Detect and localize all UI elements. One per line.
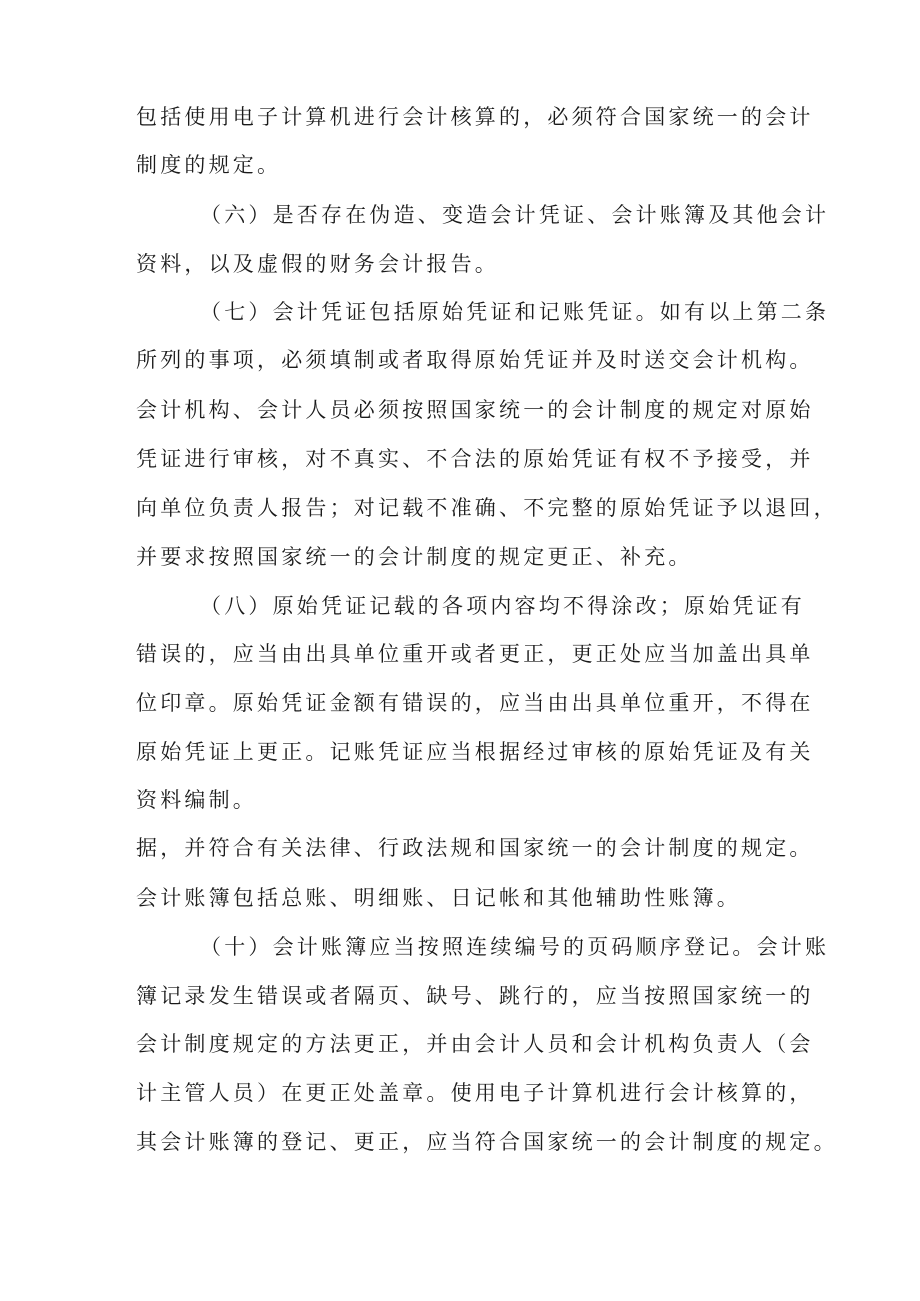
text-line: 据，并符合有关法律、行政法规和国家统一的会计制度的规定。 bbox=[136, 836, 814, 860]
text-line: 会计制度规定的方法更正，并由会计人员和会计机构负责人（会 bbox=[136, 1032, 814, 1056]
text-line: 包括使用电子计算机进行会计核算的，必须符合国家统一的会计 bbox=[136, 105, 814, 129]
text-line: 原始凭证上更正。记账凭证应当根据经过审核的原始凭证及有关 bbox=[136, 740, 814, 764]
text-line: 资料，以及虚假的财务会计报告。 bbox=[136, 252, 499, 276]
text-line: 并要求按照国家统一的会计制度的规定更正、补充。 bbox=[136, 545, 693, 569]
text-line: 会计账簿包括总账、明细账、日记帐和其他辅助性账簿。 bbox=[136, 886, 741, 910]
text-line: 凭证进行审核，对不真实、不合法的原始凭证有权不予接受，并 bbox=[136, 447, 814, 471]
text-line: 位印章。原始凭证金额有错误的，应当由出具单位重开，不得在 bbox=[136, 691, 814, 715]
paragraph-8-start: （八）原始凭证记载的各项内容均不得涂改；原始凭证有 bbox=[200, 594, 805, 618]
text-line: 会计机构、会计人员必须按照国家统一的会计制度的规定对原始 bbox=[136, 398, 814, 422]
paragraph-6-start: （六）是否存在伪造、变造会计凭证、会计账簿及其他会计 bbox=[200, 203, 830, 227]
text-line: 向单位负责人报告；对记载不准确、不完整的原始凭证予以退回， bbox=[136, 496, 838, 520]
text-line: 簿记录发生错误或者隔页、缺号、跳行的，应当按照国家统一的 bbox=[136, 984, 814, 1008]
text-line: 其会计账簿的登记、更正，应当符合国家统一的会计制度的规定。 bbox=[136, 1130, 838, 1154]
text-line: 计主管人员）在更正处盖章。使用电子计算机进行会计核算的， bbox=[136, 1081, 814, 1105]
text-line: 制度的规定。 bbox=[136, 153, 282, 177]
text-line: 所列的事项，必须填制或者取得原始凭证并及时送交会计机构。 bbox=[136, 348, 814, 372]
text-line: 资料编制。 bbox=[136, 788, 257, 812]
paragraph-7-start: （七）会计凭证包括原始凭证和记账凭证。如有以上第二条 bbox=[200, 300, 830, 324]
text-line: 错误的，应当由出具单位重开或者更正，更正处应当加盖出具单 bbox=[136, 642, 814, 666]
paragraph-10-start: （十）会计账簿应当按照连续编号的页码顺序登记。会计账 bbox=[200, 935, 830, 959]
